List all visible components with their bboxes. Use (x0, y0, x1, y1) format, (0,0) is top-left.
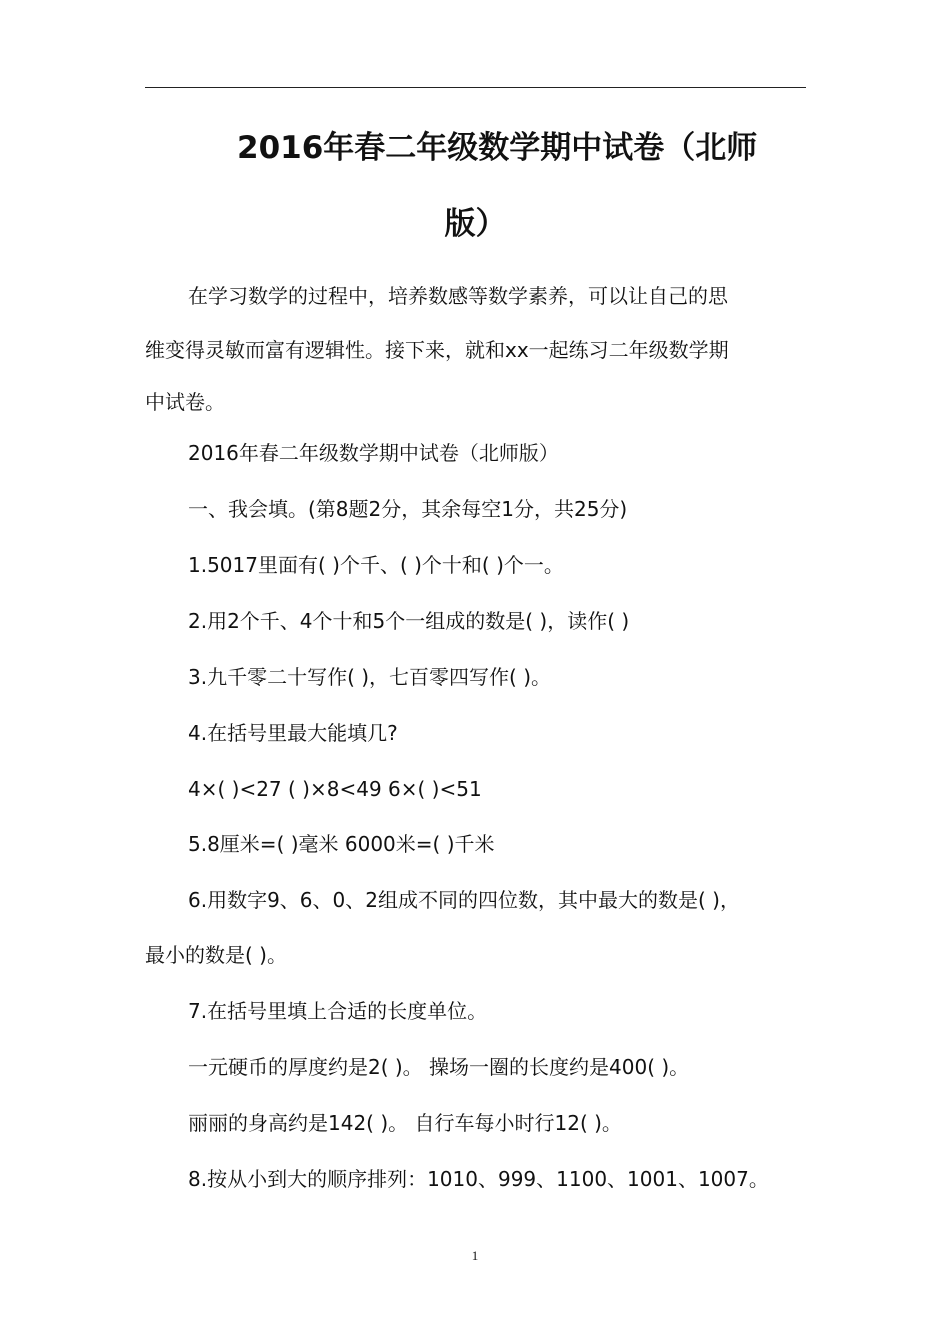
page-number: 1 (471, 1248, 479, 1263)
question-4: 4.在括号里最大能填几? (188, 721, 398, 745)
question-7-part-b: 丽丽的身高约是142( )。 自行车每小时行12( )。 (188, 1111, 622, 1135)
intro-line-2: 维变得灵敏而富有逻辑性。接下来，就和xx一起练习二年级数学期 (145, 338, 729, 362)
question-8: 8.按从小到大的顺序排列：1010、999、1100、1001、1007。 (188, 1167, 769, 1191)
question-6-line-2: 最小的数是( )。 (145, 943, 287, 967)
document-title-line1: 2016年春二年级数学期中试卷（北师 (237, 130, 758, 166)
question-6-line-1: 6.用数字9、6、0、2组成不同的四位数，其中最大的数是( )， (188, 888, 740, 912)
header-rule (145, 87, 806, 88)
section-heading-1: 一、我会填。(第8题2分，其余每空1分，共25分) (188, 497, 628, 521)
document-title-line2: 版） (444, 206, 507, 242)
question-7-part-a: 一元硬币的厚度约是2( )。 操场一圈的长度约是400( )。 (188, 1055, 690, 1079)
intro-line-1: 在学习数学的过程中，培养数感等数学素养，可以让自己的思 (188, 284, 728, 308)
intro-line-3: 中试卷。 (145, 390, 225, 414)
question-4-items: 4×( )<27 ( )×8<49 6×( )<51 (188, 777, 482, 801)
question-3: 3.九千零二十写作( )，七百零四写作( )。 (188, 665, 552, 689)
question-1: 1.5017里面有( )个千、( )个十和( )个一。 (188, 553, 564, 577)
question-7: 7.在括号里填上合适的长度单位。 (188, 999, 488, 1023)
exam-subtitle: 2016年春二年级数学期中试卷（北师版） (188, 441, 559, 465)
question-2: 2.用2个千、4个十和5个一组成的数是( )，读作( ) (188, 609, 630, 633)
question-5: 5.8厘米=( )毫米 6000米=( )千米 (188, 832, 495, 856)
